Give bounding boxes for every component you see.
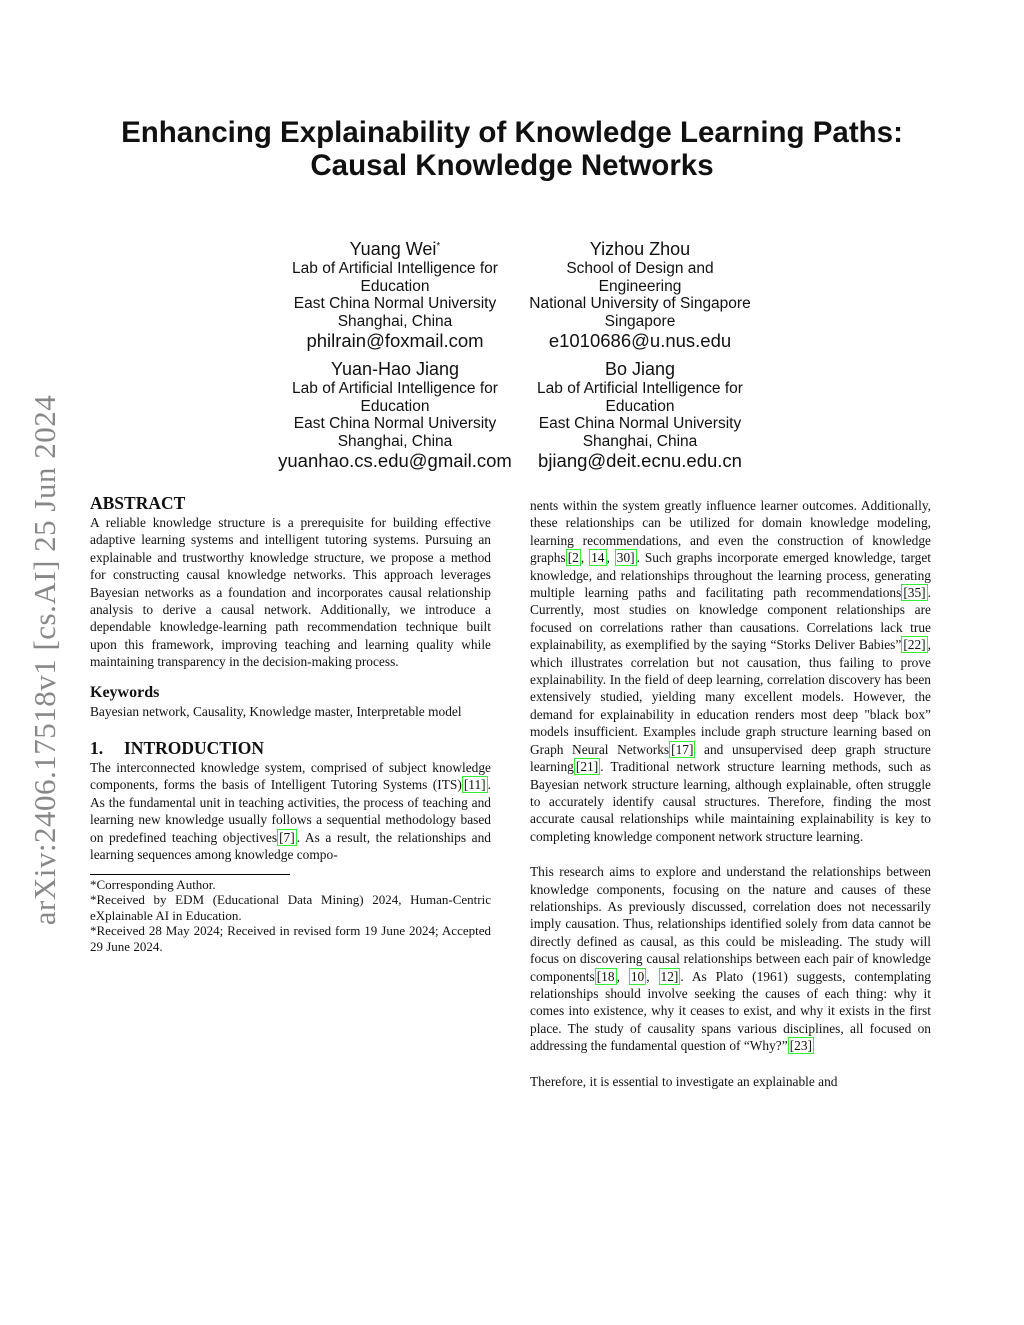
citation-link[interactable]: [11] xyxy=(463,777,486,793)
affiliation-line: Shanghai, China xyxy=(337,432,453,450)
left-column xyxy=(90,492,491,954)
citation-link[interactable]: [35] xyxy=(903,585,926,601)
author-email: bjiang@deit.ecnu.edu.cn xyxy=(538,450,742,471)
section-title: INTRODUCTION xyxy=(124,738,265,759)
citation-link[interactable]: [21] xyxy=(575,759,599,775)
author-name: Bo Jiang xyxy=(604,359,676,379)
citation-link[interactable]: [22] xyxy=(903,637,926,653)
title-line-2: Causal Knowledge Networks xyxy=(310,149,714,182)
footnote: *Received by EDM (Educational Data Mining) 2024, Human-Centric eXplainable AI in Education. xyxy=(90,892,491,923)
citation-link[interactable]: [2 xyxy=(567,550,579,566)
citation-link[interactable]: 30] xyxy=(616,550,635,566)
keywords-heading: Keywords xyxy=(90,683,160,701)
affiliation-line: Singapore xyxy=(604,312,676,330)
citation-link[interactable]: 12] xyxy=(660,968,679,984)
citation-link[interactable]: [7] xyxy=(279,829,295,845)
body-paragraph: Therefore, it is essential to investigate an explainable and xyxy=(530,1073,838,1089)
paper-title xyxy=(0,116,1024,182)
author-block xyxy=(265,238,525,352)
affiliation-line: Education xyxy=(360,397,430,415)
author-block xyxy=(510,238,770,352)
abstract-text: A reliable knowledge structure is a prerequisite for building effective adaptive learning systems and intelligent tutoring systems. Pursuing an explainable and trustworthy knowledge structure, we propose a method for constructing causal knowledge networks. This approach leverages Bayesian networks as a foundation and incorporates causal relationship analysis to derive a causal network. Additionally, we introduce a dependable knowledge-learning path recommendation technique built upon this framework, improving teaching and learning quality while maintaining transparency in the decision-making process. xyxy=(90,515,491,670)
arxiv-identifier: arXiv:2406.17518v1 [cs.AI] 25 Jun 2024 xyxy=(27,394,62,926)
affiliation-line: Lab of Artificial Intelligence for xyxy=(292,380,498,397)
affiliation-line: East China Normal University xyxy=(293,415,497,432)
affiliation-line: Shanghai, China xyxy=(582,432,698,450)
footnote: *Corresponding Author. xyxy=(90,876,216,892)
author-email: e1010686@u.nus.edu xyxy=(548,330,732,351)
footnotes xyxy=(90,874,491,955)
affiliation-line: Education xyxy=(605,397,675,415)
author-block xyxy=(515,358,765,472)
affiliation-line: East China Normal University xyxy=(293,295,497,312)
affiliation-line: Lab of Artificial Intelligence for xyxy=(537,380,743,397)
affiliation-line: Lab of Artificial Intelligence for xyxy=(292,260,498,277)
affiliation-line: Shanghai, China xyxy=(337,312,453,330)
affiliation-line: Engineering xyxy=(598,277,682,295)
footnote-rule xyxy=(90,874,290,875)
author-name: Yuang Wei xyxy=(349,239,437,259)
citation-link[interactable]: 10 xyxy=(630,968,645,984)
footnote: *Received 28 May 2024; Received in revised form 19 June 2024; Accepted 29 June 2024. xyxy=(90,923,491,954)
right-column xyxy=(530,497,931,1090)
author-name: Yizhou Zhou xyxy=(589,239,691,259)
affiliation-line: East China Normal University xyxy=(538,415,742,432)
citation-link[interactable]: 14 xyxy=(591,550,605,566)
citation-link[interactable]: [18 xyxy=(596,968,615,984)
citation-link[interactable]: [23] xyxy=(789,1038,812,1054)
author-email: philrain@foxmail.com xyxy=(306,330,484,351)
author-email: yuanhao.cs.edu@gmail.com xyxy=(278,450,512,471)
section-heading xyxy=(90,737,491,759)
title-line-1: Enhancing Explainability of Knowledge Learning Paths: xyxy=(121,116,903,149)
intro-paragraph: The interconnected knowledge system, comprised of subject knowledge components, forms the basis of Intelligent Tutoring Systems (ITS) [11] . As the fundamental unit in teaching activities, the process of teaching and learning new knowledge usually follows a sequential methodology based on predefined teaching objectives [7] . As a result, the relationships and learning sequences among knowledge compo- xyxy=(90,760,491,863)
keywords-text: Bayesian network, Causality, Knowledge master, Interpretable model xyxy=(90,703,462,719)
section-number: 1. xyxy=(90,738,104,759)
author-name: Yuan-Hao Jiang xyxy=(330,359,460,379)
citation-link[interactable]: [17] xyxy=(671,741,694,757)
abstract-heading: ABSTRACT xyxy=(90,493,186,513)
affiliation-line: Education xyxy=(360,277,430,295)
affiliation-line: School of Design and xyxy=(566,260,714,277)
author-block xyxy=(255,358,535,472)
affiliation-line: National University of Singapore xyxy=(529,295,751,312)
body-paragraph: This research aims to explore and understand the relationships between knowledge components, focusing on the nature and causes of these relationships. As previously discussed, correlation does not necessarily imply causation. Thus, relationships identified solely from data cannot be directly defined as causal, as this could be misleading. The study will focus on discovering causal relationships between each pair of knowledge components [18 , 10 , 12] . As Plato (1961) suggests, contemplating relationships should involve seeking the causes of each thing: why it comes into existence, why it ceases to exist, and why it exists in the first place. The study of causality spans various disciplines, all focused on addressing the fundamental question of “Why?” [23] xyxy=(530,864,931,1054)
corresponding-mark: * xyxy=(436,241,441,252)
body-paragraph: nents within the system greatly influence learner outcomes. Additionally, these relationships can be utilized for domain knowledge modeling, learning recommendations, and even the construction of knowledge graphs [2 , 14 , 30] . Such graphs incorporate emerged knowledge, target knowledge, and relationships throughout the learning process, generating multiple learning paths and facilitating path recommendations [35] . Currently, most studies on knowledge component relationships are focused on correlations rather than causations. Correlations lack true explainability, as exemplified by the saying “Storks Deliver Babies” [22] , which illustrates correlation but not causation, thus failing to prove explainability. In the field of deep learning, correlation discovery has been extensively studied, yielding many excellent models. However, the demand for explainability in education renders most deep "black box” models insufficient. Examples include graph structure learning based on Graph Neural Networks [17] and unsupervised deep graph structure learning [21] . Traditional network structure learning methods, such as Bayesian network structure learning, although explainable, often struggle to accurately identify causal structures. Therefore, finding the most accurate causal relationships while maintaining explainability is key to completing knowledge component network structure learning. xyxy=(530,498,931,844)
